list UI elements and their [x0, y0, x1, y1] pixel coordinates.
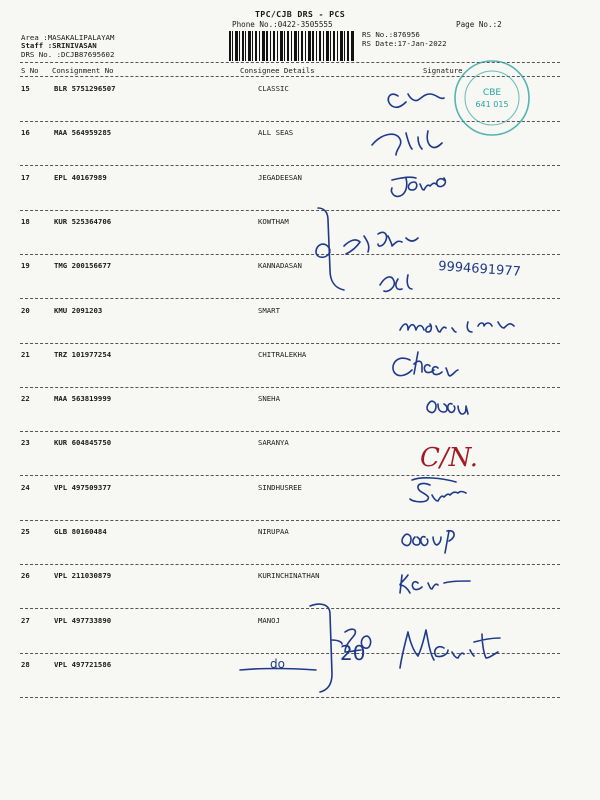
row-consignment-number: TMG 200156677	[54, 261, 112, 270]
column-header-divider	[20, 76, 560, 77]
handwritten-cin: C/N.	[420, 443, 479, 473]
row-consignment-number: MAA 563819999	[54, 394, 112, 403]
row-consignee-name: JEGADEESAN	[258, 173, 302, 182]
column-header-consignment: Consignment No	[52, 66, 114, 75]
row-serial-number: 22	[21, 394, 30, 403]
row-serial-number: 15	[21, 84, 30, 93]
page-number: Page No.:2	[456, 20, 502, 29]
row-divider	[20, 165, 560, 166]
signature-24	[410, 483, 466, 501]
area-field: Area :MASAKALIPALAYAM	[21, 33, 115, 42]
row-divider	[20, 653, 560, 654]
row-divider	[20, 564, 560, 565]
row-serial-number: 18	[21, 217, 30, 226]
row-consignee-name: KOWTHAM	[258, 217, 289, 226]
signature-18	[344, 232, 418, 254]
row-serial-number: 17	[21, 173, 30, 182]
row-serial-number: 26	[21, 571, 30, 580]
column-header-consignee: Consignee Details	[240, 66, 315, 75]
row-divider	[20, 121, 560, 122]
row-divider	[20, 210, 560, 211]
signature-16	[372, 131, 442, 155]
barcode	[229, 31, 354, 61]
signature-28	[400, 630, 500, 668]
row-consignment-number: BLR 5751296507	[54, 84, 116, 93]
row-consignment-number: EPL 40167989	[54, 173, 107, 182]
column-header-sno: S No	[21, 66, 39, 75]
row-consignment-number: GLB 80160484	[54, 527, 107, 536]
drs-number-field: DRS No. :DCJB87695602	[21, 50, 115, 59]
bracket-27-28	[310, 604, 342, 692]
row-consignee-name: ALL SEAS	[258, 128, 294, 137]
row-consignee-name: KURINCHINATHAN	[258, 571, 320, 580]
row-consignee-name: CHITRALEKHA	[258, 350, 307, 359]
ditto-line	[240, 669, 316, 671]
handwritten-phone-note: 9994691977	[437, 259, 522, 280]
phone-number: Phone No.:0422-3505555	[232, 20, 333, 29]
row-consignment-number: MAA 564959285	[54, 128, 112, 137]
signature-15	[388, 94, 444, 107]
staff-field: Staff :SRINIVASAN	[21, 41, 97, 50]
handwritten-ditto: do	[270, 657, 285, 671]
rs-number-field: RS No.:876956	[362, 30, 420, 39]
handwritten-date-note: 20	[340, 641, 366, 665]
signature-27	[345, 629, 371, 652]
row-consignee-name: SINDHUSREE	[258, 483, 302, 492]
row-serial-number: 20	[21, 306, 30, 315]
row-divider	[20, 343, 560, 344]
row-consignment-number: KUR 604845750	[54, 438, 112, 447]
row-serial-number: 16	[21, 128, 30, 137]
row-serial-number: 27	[21, 616, 30, 625]
row-consignment-number: VPL 497721586	[54, 660, 112, 669]
rs-date-field: RS Date:17-Jan-2022	[362, 39, 447, 48]
signature-22	[427, 401, 468, 414]
row-consignment-number: KMU 2091203	[54, 306, 103, 315]
row-consignment-number: TRZ 101977254	[54, 350, 112, 359]
row-consignee-name: SMART	[258, 306, 280, 315]
row-serial-number: 28	[21, 660, 30, 669]
row-consignment-number: VPL 497733890	[54, 616, 112, 625]
row-divider	[20, 475, 560, 476]
row-consignment-number: VPL 497509377	[54, 483, 112, 492]
stamp-text-2: 641 015	[475, 100, 509, 109]
row-consignee-name: KANNADASAN	[258, 261, 302, 270]
row-divider	[20, 520, 560, 521]
signature-26	[400, 575, 470, 593]
row-serial-number: 24	[21, 483, 30, 492]
signature-17	[391, 177, 445, 196]
header-divider	[20, 62, 560, 63]
signature-21	[393, 352, 458, 376]
row-consignee-name: SNEHA	[258, 394, 280, 403]
stamp-text-1: CBE	[482, 88, 502, 98]
row-consignee-name: NIRUPAA	[258, 527, 289, 536]
row-divider	[20, 431, 560, 432]
row-serial-number: 19	[21, 261, 30, 270]
row-divider	[20, 298, 560, 299]
row-serial-number: 21	[21, 350, 30, 359]
signature-20	[400, 322, 514, 332]
row-divider	[20, 387, 560, 388]
row-consignment-number: KUR 525364706	[54, 217, 112, 226]
post-office-stamp	[455, 61, 529, 135]
bracket-18-19	[316, 208, 344, 290]
row-divider	[20, 254, 560, 255]
row-divider	[20, 608, 560, 609]
signature-19	[380, 275, 412, 291]
row-consignment-number: VPL 211030879	[54, 571, 112, 580]
row-serial-number: 25	[21, 527, 30, 536]
document-title: TPC/CJB DRS - PCS	[254, 9, 346, 19]
signature-25	[402, 531, 454, 553]
column-header-signature: Signature	[423, 66, 463, 75]
row-consignee-name: SARANYA	[258, 438, 289, 447]
row-consignee-name: CLASSIC	[258, 84, 289, 93]
row-serial-number: 23	[21, 438, 30, 447]
row-divider	[20, 697, 560, 698]
row-consignee-name: MANOJ	[258, 616, 280, 625]
